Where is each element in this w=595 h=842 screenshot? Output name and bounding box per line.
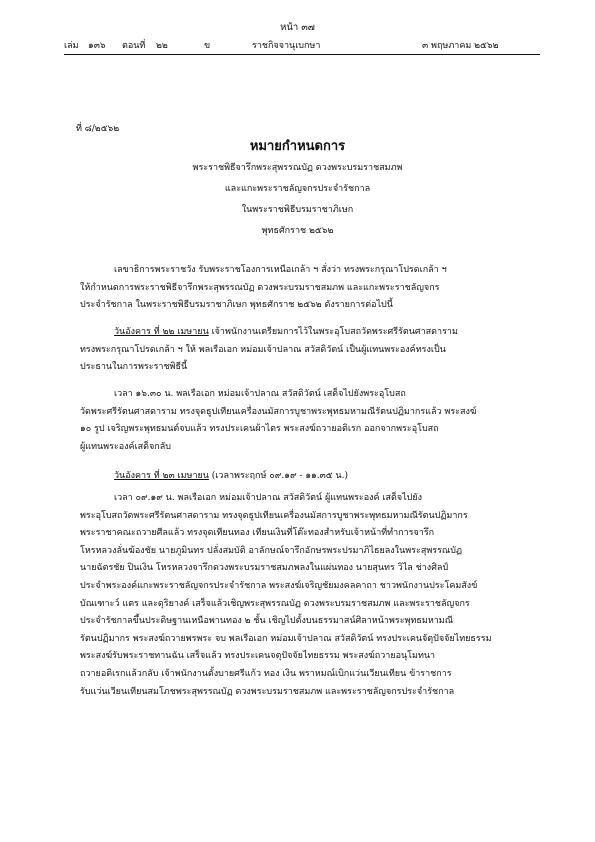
issue-date: ๓ พฤษภาคม ๒๕๖๒ [422, 41, 499, 51]
volume-label: เล่ม [64, 41, 79, 51]
paragraph-day-2-schedule [80, 490, 540, 701]
text-line: เวลา ๐๙.๑๙ น. พลเรือเอก หม่อมเจ้าปลาณ สวัสดิวัตน์ ผู้แทนพระองค์ เสด็จไปยัง [114, 493, 423, 503]
text-line: ประจำรัชกาล ในพระราชพิธีบรมราชาภิเษก พุทธศักราช ๒๕๖๒ ดังรายการต่อไปนี้ [80, 300, 393, 311]
text-line: รัตนปฏิมากร พระสงฆ์ถวายพรพระ จบ พลเรือเอก หม่อมเจ้าปลาณ สวัสดิวัตน์ ทรงประเคนจัตุปัจจัยไทยธรรม [80, 633, 492, 644]
text-line: ทรงพระกรุณาโปรดเกล้า ฯ ให้ พลเรือเอก หม่อมเจ้าปลาณ สวัสดิวัตน์ เป็นผู้แทนพระองค์ทรงเป็น [80, 344, 446, 355]
text-line: เลขาธิการพระราชวัง รับพระราชโองการเหนือเกล้า ฯ สั่งว่า ทรงพระกรุณาโปรดเกล้า ฯ [114, 265, 447, 275]
paragraph-day-1 [80, 324, 540, 377]
subtitle-line: ในพระราชพิธีบรมราชาภิเษก [241, 205, 354, 215]
paragraph-day-2 [80, 468, 540, 486]
part-number: ๒๒ [156, 41, 168, 51]
volume-number: ๑๓๖ [88, 41, 106, 51]
text-line: บัณเฑาะว์ แตร และดุริยางค์ เสร็จแล้วเชิญพระสุพรรณบัฏ ดวงพระบรมราชสมภพ และพระราชลัญจกร [80, 598, 470, 609]
text-line: พระราชาคณะถวายศีลแล้ว ทรงจุดเทียนทอง เทียนเงินที่โต๊ะทองสำหรับเจ้าหน้าที่ทำการจารึก [80, 528, 435, 539]
text-line: พระอุโบสถวัดพระศรีรัตนศาสดาราม ทรงจุดธูปเทียนเครื่องนมัสการบูชาพระพุทธมหามณีรัตนปฏิมากร [80, 510, 468, 521]
text-line: ผู้แทนพระองค์เสด็จกลับ [80, 441, 171, 452]
text-line: พระสงฆ์รับพระราชทานฉัน เสร็จแล้ว ทรงประเคนจตุปัจจัยไทยธรรม พระสงฆ์ถวายอนุโมทนา [80, 651, 436, 662]
section-label: ข [204, 41, 211, 51]
gazette-name: ราชกิจจานุเบกษา [252, 41, 321, 51]
text-line: ประจำรัชกาลขึ้นประดิษฐานเหนือพานทอง ๒ ชั้น เชิญไปตั้งบนธรรมาสน์ศิลาหน้าพระพุทธมหามณี [80, 616, 454, 627]
document-title: หมายกำหนดการ [249, 139, 346, 154]
part-label: ตอนที่ [122, 41, 146, 51]
text-line: เจ้าพนักงานเตรียมการไว้ในพระอุโบสถวัดพระศรีรัตนศาสดาราม [208, 327, 458, 337]
paragraph-day-1-schedule [80, 386, 540, 456]
text-line: ประจำพระองค์แกะพระราชลัญจกรประจำรัชกาล พระสงฆ์เจริญชัยมงคลคาถา ชาวพนักงานประโคมสังข์ [80, 580, 478, 591]
day-heading: วันอังคาร ที่ ๒๒ เมษายน [114, 327, 209, 337]
text-line: ให้กำหนดการพระราชพิธีจารึกพระสุพรรณบัฏ ดวงพระบรมราชสมภพ และแกะพระราชลัญจกร [80, 282, 440, 293]
text-line: รับแว่นเวียนเทียนสมโภชพระสุพรรณบัฏ ดวงพระบรมราชสมภพ และพระราชลัญจกรประจำรัชกาล [80, 686, 455, 697]
page-number [0, 20, 595, 35]
text-line: โหรหลวงลั่นฆ้องชัย นายภูมินทร ปลั่งสมบัติ อาลักษณ์จารึกอักษรพระปรมาภิไธยลงในพระสุพรรณบัฏ [80, 545, 463, 556]
text-line: (เวลาพระฤกษ์ ๐๙.๑๙ - ๑๑.๓๕ น.) [208, 471, 348, 481]
text-line: ประธานในการพระราชพิธีนี้ [80, 362, 188, 373]
page-number-value: ๓๗ [301, 22, 315, 33]
document-number: ที่ ๘/๒๕๖๒ [76, 124, 120, 134]
text-line: เวลา ๑๖.๓๐ น. พลเรือเอก หม่อมเจ้าปลาณ สวัสดิวัตน์ เสด็จไปยังพระอุโบสถ [114, 389, 406, 399]
header-rule [64, 54, 540, 55]
paragraph-intro [80, 262, 540, 315]
text-line: ๑๐ รูป เจริญพระพุทธมนต์จบแล้ว ทรงประเคนผ้าไตร พระสงฆ์ถวายอติเรก ออกจากพระอุโบสถ [80, 424, 439, 435]
subtitle-line: พุทธศักราช ๒๕๖๒ [261, 226, 334, 236]
text-line: วัดพระศรีรัตนศาสดาราม ทรงจุดธูปเทียนเครื่องนมัสการบูชาพระพุทธมหามณีรัตนปฏิมากรแล้ว พระสงฆ์ [80, 406, 477, 417]
page-label: หน้า [280, 22, 299, 33]
text-line: ถวายอติเรกแล้วกลับ เจ้าพนักงานตั้งบายศรีแก้ว ทอง เงิน พราหมณ์เบิกแว่นเวียนเทียน ข้าราชการ [80, 668, 452, 679]
subtitle-line: และแกะพระราชลัญจกรประจำรัชกาล [224, 184, 371, 194]
subtitle-line: พระราชพิธีจารึกพระสุพรรณบัฏ ดวงพระบรมราชสมภพ [192, 163, 403, 173]
text-line: นายฉัตรชัย ปินเงิน โหรหลวงจารึกดวงพระบรมราชสมภพลงในแผ่นทอง นายสุนทร วิไล ช่างศิลป์ [80, 563, 449, 574]
day-heading: วันอังคาร ที่ ๒๓ เมษายน [114, 471, 209, 481]
gazette-header [64, 38, 540, 52]
